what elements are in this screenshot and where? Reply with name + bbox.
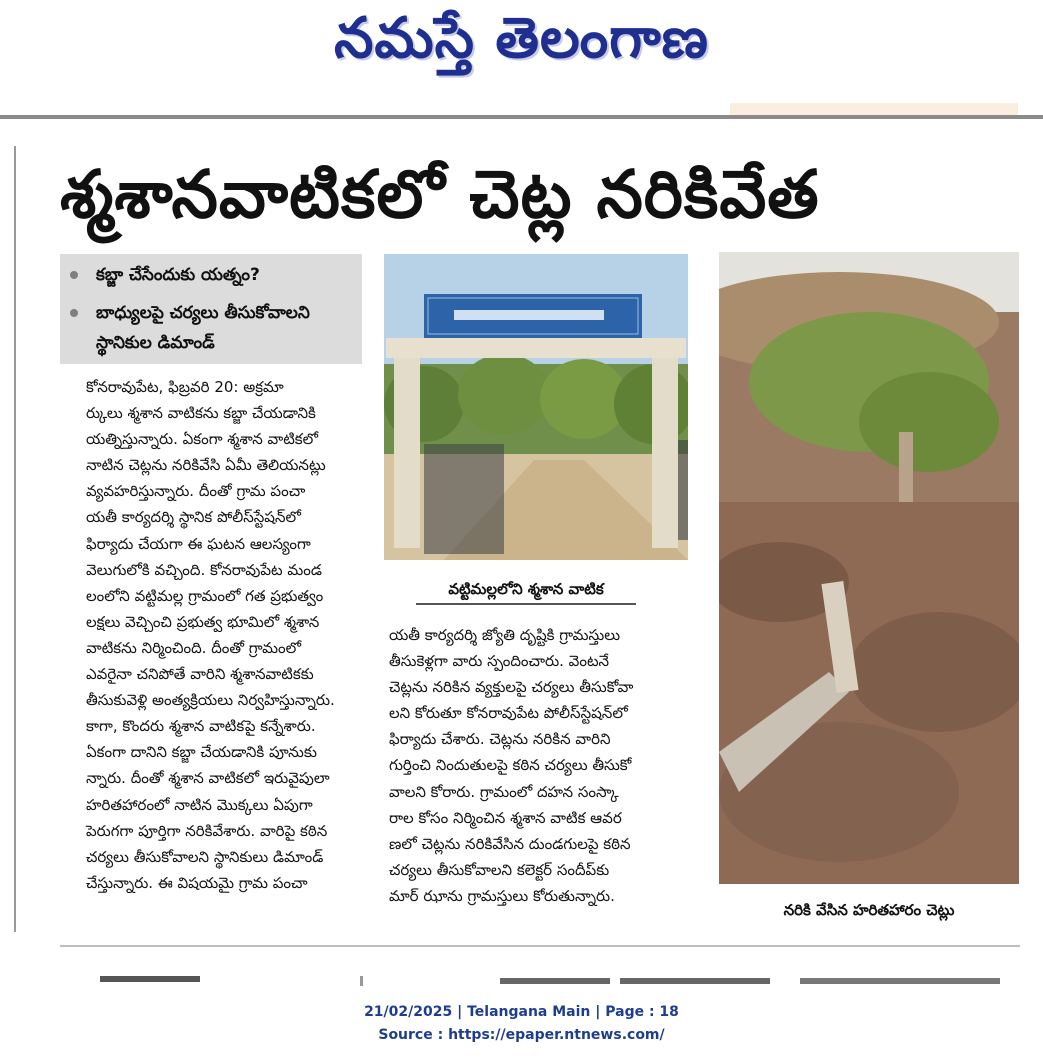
article-headline: శ్మశానవాటికలో చెట్ల నరికివేత [60,156,820,233]
masthead [0,0,1043,112]
column-line: ణలో చెట్లను నరికివేసిన దుండగులపై కఠిన [389,834,631,853]
column-line: తీసుకెళ్లగా వారు స్పందించారు. వెంటనే [389,652,610,671]
subhead-item [60,298,362,360]
column-line: చెట్లను నరికిన వ్యక్తులపై చర్యలు తీసుకోవా [389,678,634,697]
cut-trees-photo [719,252,1019,884]
newspaper-logo: నమస్తే తెలంగాణ [334,6,709,71]
column-line: లని కోరుతూ కోనరావుపేట పోలీస్‌స్టేషన్‌లో [389,704,628,723]
masthead-divider [0,115,1043,119]
column-line: లంలోని వట్టిమల్ల గ్రామంలో గత ప్రభుత్వం [86,586,324,605]
cemetery-gate-photo [384,254,688,560]
footer-source: Source : https://epaper.ntnews.com/ [378,1027,665,1043]
column-line: కాగా, కొందరు శ్మశాన వాటికపై కన్నేశారు. [86,717,316,736]
subhead-item [60,260,362,290]
column-line: వెలుగులోకి వచ్చింది. కోనరావుపేట మండ [86,560,322,579]
column-line: చేస్తున్నారు. ఈ విషయమై గ్రామ పంచా [86,873,308,892]
footer-date-page: 21/02/2025 | Telangana Main | Page : 18 [364,1004,679,1020]
column-line: యతీ కార్యదర్శి స్థానిక పోలీస్‌స్టేషన్‌లో [86,508,301,527]
column-line: వాలని కోరారు. గ్రామంలో దహన సంస్కా [389,782,619,801]
bullet-icon [70,309,78,317]
column-line: వాటికను నిర్మించింది. దీంతో గ్రామంలో [86,638,302,657]
trees-photo-caption: నరికి వేసిన హరితహారం చెట్లు [783,901,955,919]
column-line: యతీ కార్యదర్శి జ్యోతి దృష్టికి గ్రామస్తులు [389,626,621,644]
next-article-cutoff [60,976,1020,986]
column-line: ఎవరైనా చనిపోతే వారిని శ్మశానవాటికకు [86,665,314,684]
column-line: ర్కులు శ్మశాన వాటికను కబ్జా చేయడానికి [86,404,316,423]
column-line: నాటిన చెట్లను నరికివేసి ఏమీ తెలియనట్లు [86,456,326,475]
column-line: హరితహారంలో నాటిన మొక్కలు ఏపుగా [86,795,313,814]
left-column-rule [14,146,16,932]
subhead-box [60,254,362,364]
caption-underline [416,603,636,605]
column-line: కోనరావుపేట, ఫిబ్రవరి 20: అక్రమా [86,378,284,396]
column-line: ఫిర్యాదు చేయగా ఈ ఘటన ఆలస్యంగా [86,534,311,553]
article-column-1 [86,374,362,896]
column-line: మార్ ఝాను గ్రామస్తులు కోరుతున్నారు. [389,886,615,905]
column-line: ఫిర్యాదు చేశారు. చెట్లను నరికిన వారిని [389,730,611,749]
column-line: పెరుగగా పూర్తిగా నరికివేశారు. వారిపై కఠిన [86,821,328,840]
gate-photo-caption: వట్టిమల్లలోని శ్మశాన వాటిక [448,580,604,598]
column-line: లక్షలు వెచ్చించి ప్రభుత్వ భూమిలో శ్మశాన [86,612,320,631]
column-line: వ్యవహరిస్తున్నారు. దీంతో గ్రామ పంచా [86,482,306,501]
column-line: చర్యలు తీసుకోవాలని స్థానికులు డిమాండ్ [86,847,324,866]
page-bottom-rule [60,945,1020,947]
column-line: తీసుకువెళ్లి అంత్యక్రియలు నిర్వహిస్తున్నారు. [86,691,335,710]
subhead-line: స్థానికుల డిమాండ్ [96,333,215,353]
subhead-line: కబ్జా చేసేందుకు యత్నం? [96,265,260,285]
column-line: గుర్తించి నిందుతులపై కఠిన చర్యలు తీసుకో [389,756,632,775]
subhead-line: బాధ్యులపై చర్యలు తీసుకోవాలని [96,303,310,323]
column-line: ఏకంగా దానిని కబ్జా చేయడానికి పూనుకు [86,743,317,762]
column-line: న్నారు. దీంతో శ్మశాన వాటికలో ఇరువైపులా [86,769,330,788]
column-line: చర్యలు తీసుకోవాలని కలెక్టర్ సందీప్‌కు [389,860,610,879]
column-line: యత్నిస్తున్నారు. ఏకంగా శ్మశాన వాటికలో [86,430,319,449]
bullet-icon [70,271,78,279]
article-column-2 [389,622,689,909]
column-line: రాల కోసం నిర్మించిన శ్మశాన వాటిక ఆవర [389,808,622,827]
masthead-accent [730,103,1018,115]
